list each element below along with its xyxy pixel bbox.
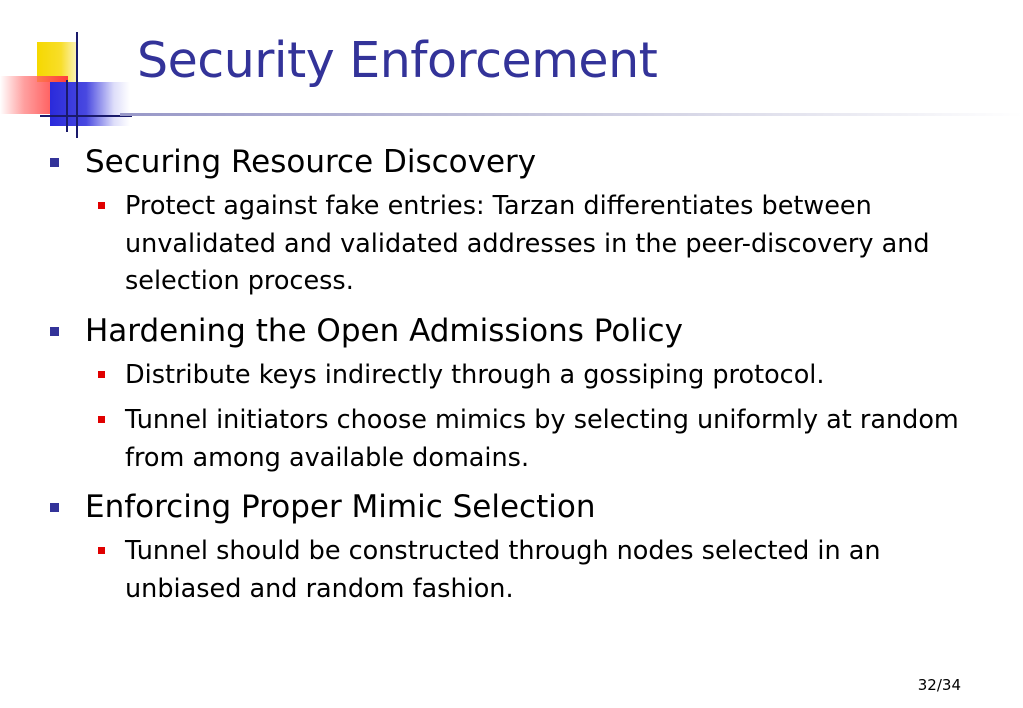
title-underline bbox=[120, 113, 1023, 116]
slide-body bbox=[0, 140, 1023, 616]
bullet-level2 bbox=[0, 402, 1023, 477]
square-bullet-icon bbox=[50, 158, 59, 167]
square-bullet-icon bbox=[50, 503, 59, 512]
square-bullet-icon bbox=[98, 416, 105, 423]
bullet-text: Distribute keys indirectly through a gossiping protocol. bbox=[125, 359, 825, 390]
vertical-line-shape bbox=[76, 32, 78, 138]
bullet-level2 bbox=[0, 188, 1023, 301]
slide-title: Security Enforcement bbox=[137, 32, 658, 89]
bullet-text: Tunnel should be constructed through nodes selected in an unbiased and random fashion. bbox=[125, 536, 881, 604]
blue-square-shape bbox=[50, 82, 130, 126]
bullet-level1 bbox=[0, 140, 1023, 184]
horizontal-line-shape bbox=[40, 115, 132, 117]
square-bullet-icon bbox=[98, 202, 105, 209]
bullet-text: Tunnel initiators choose mimics by selecting uniformly at random from among available domains. bbox=[125, 405, 959, 473]
page-number: 32/34 bbox=[917, 676, 961, 694]
bullet-level1 bbox=[0, 309, 1023, 353]
bullet-level1 bbox=[0, 485, 1023, 529]
bullet-level2 bbox=[0, 357, 1023, 395]
bullet-heading: Enforcing Proper Mimic Selection bbox=[85, 489, 596, 525]
bullet-heading: Securing Resource Discovery bbox=[85, 144, 537, 180]
vertical-line-shape bbox=[66, 80, 68, 132]
square-bullet-icon bbox=[98, 371, 105, 378]
square-bullet-icon bbox=[98, 547, 105, 554]
bullet-text: Protect against fake entries: Tarzan differentiates between unvalidated and validated addresses in the peer-discovery and selection process. bbox=[125, 191, 930, 296]
bullet-level2 bbox=[0, 533, 1023, 608]
square-bullet-icon bbox=[50, 327, 59, 336]
bullet-heading: Hardening the Open Admissions Policy bbox=[85, 312, 683, 349]
slide-logo-decoration bbox=[0, 30, 140, 140]
